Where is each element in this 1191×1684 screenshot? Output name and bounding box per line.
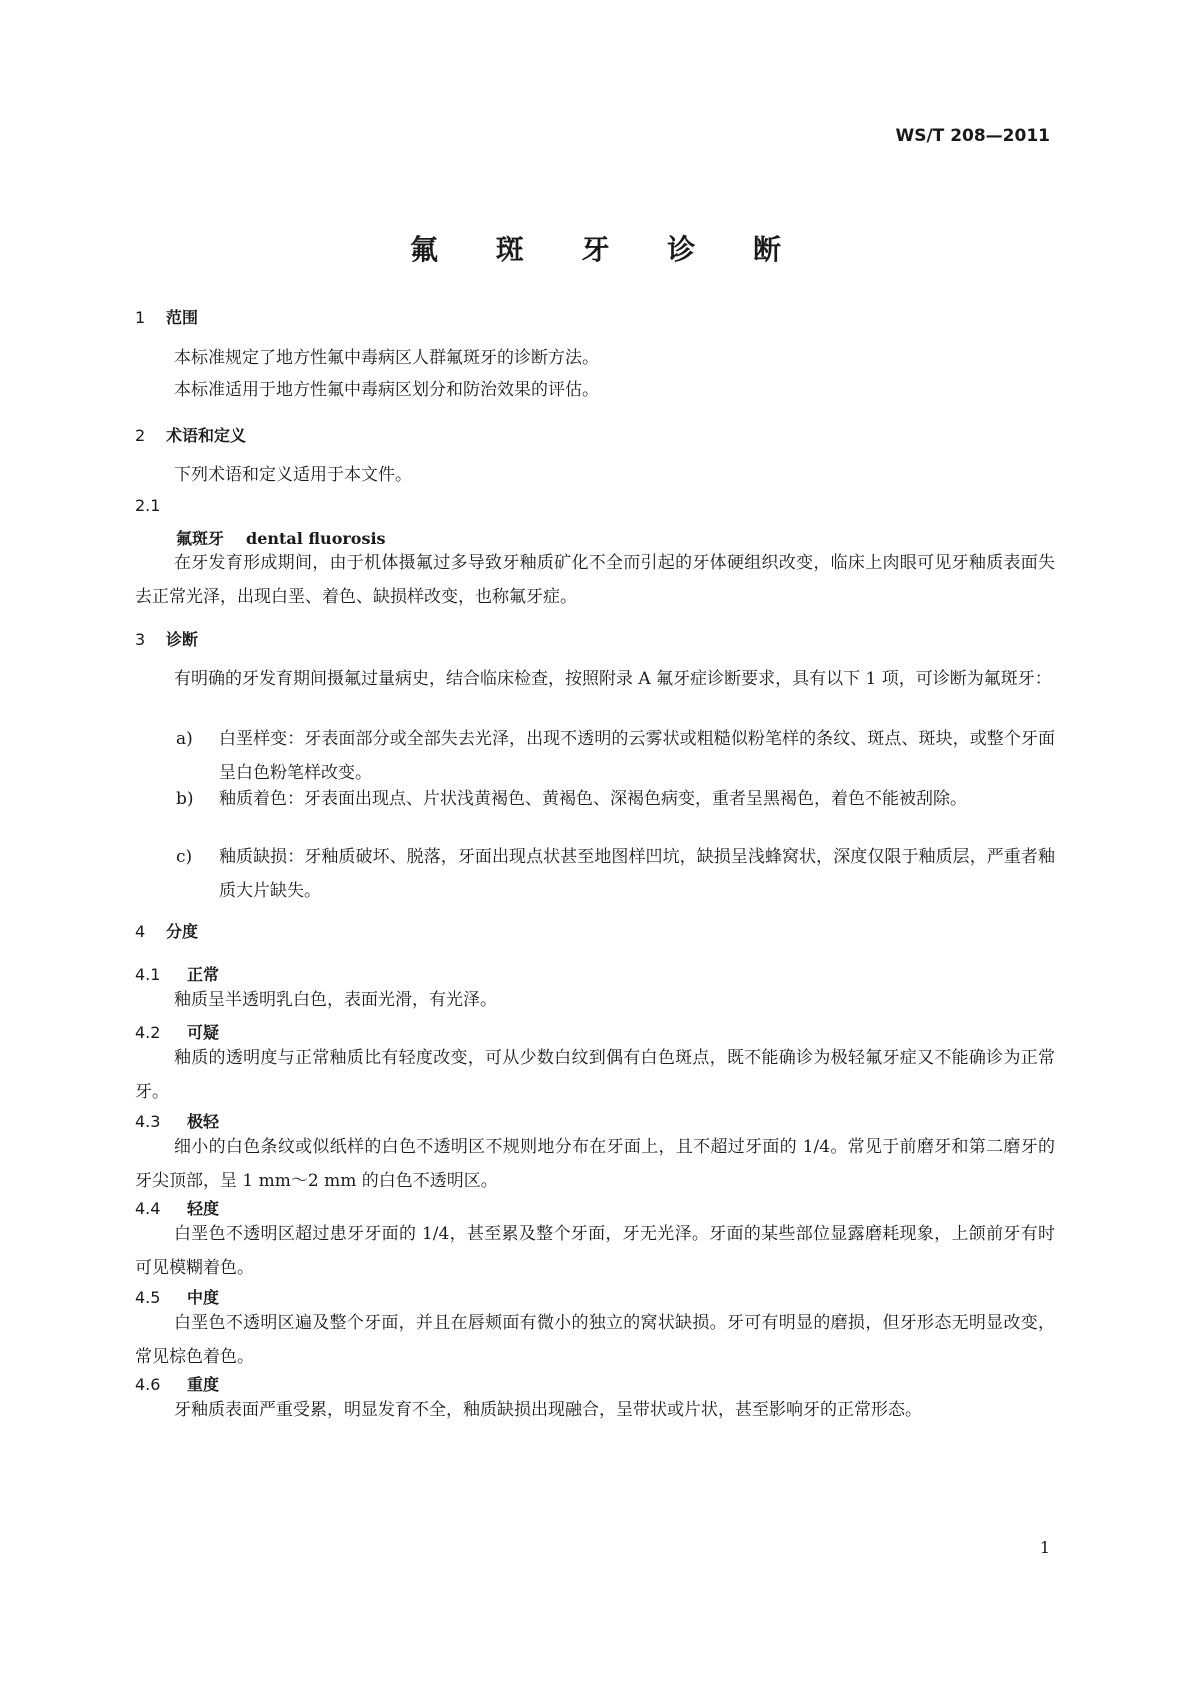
standard-code: WS/T 208—2011 [895,126,1050,146]
paragraph: 釉质的透明度与正常釉质比有轻度改变，可从少数白纹到偶有白色斑点，既不能确诊为极轻氟牙症又不能确诊为正常牙。 [135,1048,1055,1102]
list-marker: b) [176,789,194,809]
list-item-text: 釉质缺损：牙釉质破坏、脱落，牙面出现点状甚至地图样凹坑，缺损呈浅蜂窝状，深度仅限于釉质层，严重者釉质大片缺失。 [219,847,1055,901]
section-heading-3 [135,627,198,650]
subsection-heading-4-6 [135,1372,219,1395]
section-label: 重度 [187,1375,220,1394]
page-number: 1 [1039,1538,1050,1557]
subsection-heading-4-3 [135,1109,219,1132]
page-title: 氟 斑 牙 诊 断 [410,233,805,266]
section-heading-4 [135,919,198,942]
list-item [176,782,1055,816]
paragraph: 白垩色不透明区超过患牙牙面的 1/4，甚至累及整个牙面，牙无光泽。牙面的某些部位显露磨耗现象，上颌前牙有时可见模糊着色。 [135,1224,1055,1278]
subsection-heading-4-1 [135,962,219,985]
section-number: 4.4 [135,1199,161,1218]
section-label: 正常 [187,965,220,984]
section-number: 2.1 [135,496,161,515]
section-label: 轻度 [187,1199,220,1218]
section-number: 4.5 [135,1288,161,1307]
list-item [176,840,1055,908]
list-marker: c) [176,847,193,867]
subsection-number [135,496,160,515]
section-label: 中度 [187,1288,220,1307]
paragraph: 牙釉质表面严重受累，明显发育不全，釉质缺损出现融合，呈带状或片状，甚至影响牙的正常形态。 [174,1400,922,1420]
paragraph: 白垩色不透明区遍及整个牙面，并且在唇颊面有微小的独立的窝状缺损。牙可有明显的磨损，但牙形态无明显改变，常见棕色着色。 [135,1313,1055,1367]
section-number: 4.1 [135,965,161,984]
section-label: 极轻 [187,1112,220,1131]
paragraph: 本标准适用于地方性氟中毒病区划分和防治效果的评估。 [174,380,599,400]
subsection-heading-4-2 [135,1020,219,1043]
paragraph: 细小的白色条纹或似纸样的白色不透明区不规则地分布在牙面上，且不超过牙面的 1/4。常见于前磨牙和第二磨牙的牙尖顶部，呈 1 mm～2 mm 的白色不透明区。 [135,1137,1055,1191]
section-number: 4.2 [135,1023,161,1042]
section-number: 2 [135,426,146,445]
term-english: dental fluorosis [246,529,386,548]
section-label: 诊断 [166,630,199,649]
term-chinese: 氟斑牙 [176,529,225,548]
list-marker: a) [176,729,193,749]
list-item [176,722,1055,790]
section-heading-1 [135,305,198,328]
subsection-heading-4-4 [135,1196,219,1219]
subsection-heading-4-5 [135,1285,219,1308]
section-label: 可疑 [187,1023,220,1042]
section-label: 分度 [166,922,199,941]
section-number: 4.3 [135,1112,161,1131]
list-item-text: 白垩样变：牙表面部分或全部失去光泽，出现不透明的云雾状或粗糙似粉笔样的条纹、斑点、斑块，或整个牙面呈白色粉笔样改变。 [219,729,1055,783]
section-label: 术语和定义 [166,426,247,445]
section-number: 3 [135,630,146,649]
paragraph: 有明确的牙发育期间摄氟过量病史，结合临床检查，按照附录 A 氟牙症诊断要求，具有以下 1 项，可诊断为氟斑牙： [174,669,1052,689]
section-number: 4.6 [135,1375,161,1394]
section-heading-2 [135,423,246,446]
section-number: 1 [135,308,146,327]
section-number: 4 [135,922,146,941]
paragraph: 釉质呈半透明乳白色，表面光滑，有光泽。 [174,990,497,1010]
paragraph: 本标准规定了地方性氟中毒病区人群氟斑牙的诊断方法。 [174,348,599,368]
paragraph: 在牙发育形成期间，由于机体摄氟过多导致牙釉质矿化不全而引起的牙体硬组织改变，临床上肉眼可见牙釉质表面失去正常光泽，出现白垩、着色、缺损样改变，也称氟牙症。 [135,553,1055,607]
section-label: 范围 [166,308,199,327]
paragraph: 下列术语和定义适用于本文件。 [174,465,412,485]
list-item-text: 釉质着色：牙表面出现点、片状浅黄褐色、黄褐色、深褐色病变，重者呈黑褐色，着色不能被刮除。 [219,789,967,809]
